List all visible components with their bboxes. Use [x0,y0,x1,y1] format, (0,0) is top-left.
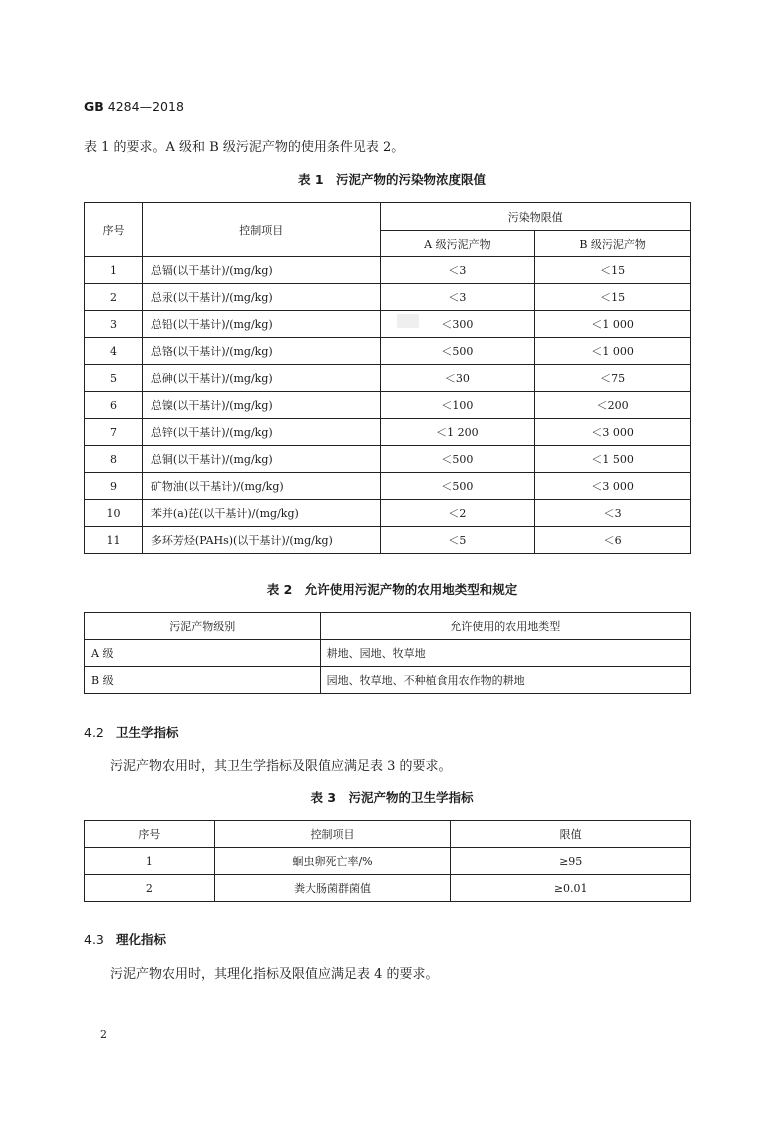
cell-item: 总铜(以干基计)/(mg/kg) [142,446,380,473]
header-grade-a: A 级污泥产物 [380,231,535,257]
hygiene-index-table [84,820,691,902]
cell-grade-a: ＜2 [380,500,535,527]
table3-caption: 表 3 污泥产物的卫生学指标 [310,790,474,805]
standard-code: GB [84,99,104,114]
cell-item: 总铅(以干基计)/(mg/kg) [142,311,380,338]
cell-seq: 3 [85,311,143,338]
cell-grade-b: ＜6 [535,527,691,554]
table-row [85,500,691,527]
cell-grade-a: ＜500 [380,473,535,500]
section-4-3-text: 污泥产物农用时，其理化指标及限值应满足表 4 的要求。 [110,967,439,982]
cell-seq: 2 [85,284,143,311]
cell-grade-b: ＜200 [535,392,691,419]
section-4-3-heading [84,930,166,948]
cell-item: 总砷(以干基计)/(mg/kg) [142,365,380,392]
cell-grade-b: ＜15 [535,284,691,311]
table-row [85,365,691,392]
cell-grade-a: ＜3 [380,284,535,311]
cell-grade-a: ＜100 [380,392,535,419]
cell-item: 总镉(以干基计)/(mg/kg) [142,257,380,284]
cell-grade-a: ＜500 [380,446,535,473]
table-row [85,473,691,500]
table-row [85,848,691,875]
cell-grade: B 级 [85,667,321,694]
header-item: 控制项目 [214,821,451,848]
cell-grade-b: ＜3 [535,500,691,527]
cell-seq: 1 [85,257,143,284]
standard-header [84,99,184,114]
cell-item: 总铬(以干基计)/(mg/kg) [142,338,380,365]
header-limit: 限值 [451,821,691,848]
cell-grade-a: ＜5 [380,527,535,554]
cell-land-type: 园地、牧草地、不种植食用农作物的耕地 [320,667,690,694]
cell-limit: ≥0.01 [451,875,691,902]
table-row [85,257,691,284]
header-item: 控制项目 [142,203,380,257]
header-seq: 序号 [85,203,143,257]
header-grade-b: B 级污泥产物 [535,231,691,257]
standard-number: 4284—2018 [107,99,184,114]
header-grade: 污泥产物级别 [85,613,321,640]
cell-item: 苯并(a)芘(以干基计)/(mg/kg) [142,500,380,527]
cell-item: 总镍(以干基计)/(mg/kg) [142,392,380,419]
land-use-table [84,612,691,694]
cell-limit: ≥95 [451,848,691,875]
table-row [85,667,691,694]
table-row [85,875,691,902]
cell-grade-a: ＜300 [380,311,535,338]
cell-seq: 2 [85,875,215,902]
table-row [85,338,691,365]
cell-seq: 5 [85,365,143,392]
cell-item: 总汞(以干基计)/(mg/kg) [142,284,380,311]
section-4-2-heading [84,723,179,741]
page-number: 2 [100,1028,107,1041]
section-number: 4.3 [84,932,104,947]
table-row [85,419,691,446]
cell-grade-b: ＜1 000 [535,338,691,365]
cell-grade-a: ＜500 [380,338,535,365]
cell-seq: 11 [85,527,143,554]
section-4-2-text: 污泥产物农用时，其卫生学指标及限值应满足表 3 的要求。 [110,759,452,774]
cell-seq: 8 [85,446,143,473]
cell-seq: 10 [85,500,143,527]
cell-grade-a: ＜3 [380,257,535,284]
cell-grade-b: ＜15 [535,257,691,284]
cell-grade-a: ＜30 [380,365,535,392]
cell-grade-a: ＜1 200 [380,419,535,446]
table-row [85,527,691,554]
cell-grade: A 级 [85,640,321,667]
cell-seq: 9 [85,473,143,500]
table-row [85,311,691,338]
cell-grade-b: ＜3 000 [535,419,691,446]
cell-item: 粪大肠菌群菌值 [214,875,451,902]
table-row [85,392,691,419]
cell-seq: 7 [85,419,143,446]
table-header-row [85,821,691,848]
pollutant-limit-table [84,202,691,554]
cell-item: 总锌(以干基计)/(mg/kg) [142,419,380,446]
table-row [85,284,691,311]
table-header-row [85,613,691,640]
cell-grade-b: ＜3 000 [535,473,691,500]
cell-grade-b: ＜75 [535,365,691,392]
cell-seq: 1 [85,848,215,875]
cell-grade-b: ＜1 500 [535,446,691,473]
table-row [85,640,691,667]
cell-seq: 6 [85,392,143,419]
table2-caption: 表 2 允许使用污泥产物的农用地类型和规定 [266,582,518,597]
table1-caption: 表 1 污泥产物的污染物浓度限值 [297,172,487,187]
cell-item: 矿物油(以干基计)/(mg/kg) [142,473,380,500]
intro-paragraph: 表 1 的要求。A 级和 B 级污泥产物的使用条件见表 2。 [84,140,405,155]
table-row [85,446,691,473]
cell-item: 蛔虫卵死亡率/% [214,848,451,875]
section-title: 理化指标 [116,932,167,947]
cell-item: 多环芳烃(PAHs)(以干基计)/(mg/kg) [142,527,380,554]
header-land-type: 允许使用的农用地类型 [320,613,690,640]
cell-land-type: 耕地、园地、牧草地 [320,640,690,667]
header-seq: 序号 [85,821,215,848]
table-header-row [85,203,691,231]
header-limit-group: 污染物限值 [380,203,690,231]
section-number: 4.2 [84,725,104,740]
section-title: 卫生学指标 [116,725,179,740]
cell-seq: 4 [85,338,143,365]
cell-grade-b: ＜1 000 [535,311,691,338]
